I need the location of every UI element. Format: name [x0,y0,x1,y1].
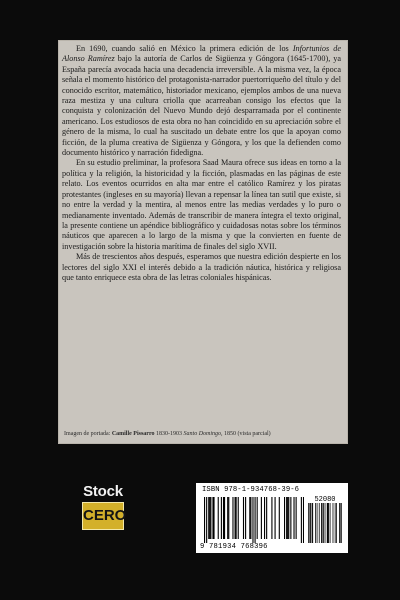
barcode-bar [257,497,258,539]
caption-work: Santo Domingo [183,431,222,437]
caption-suffix: , 1850 (vista parcial) [221,431,271,437]
barcode-bar [264,497,265,539]
addon-digits: 52080 [314,496,336,504]
barcode-bar [290,497,291,539]
paragraph-1 [62,44,341,158]
isbn-label: ISBN 978-1-934768-39-6 [202,486,300,494]
barcode-bar [271,497,272,539]
barcode-bar [303,497,304,543]
barcode-bar [243,497,244,539]
barcode-bar [252,497,253,543]
addon-bar [322,503,323,543]
addon-bar [317,503,318,543]
barcode-bar [279,497,280,539]
barcode-bar [213,497,214,539]
barcode-bar [235,497,236,539]
barcode-bar [209,497,210,539]
barcode-bar [228,497,229,539]
barcode-bar [223,497,224,539]
caption-years: 1830-1903 [154,431,184,437]
barcode-bar [250,497,251,539]
barcode-bar [245,497,246,539]
barcode-bar [206,497,207,543]
addon-bar [312,503,313,543]
logo-stock-text: Stock [83,483,123,500]
barcode-bar [224,497,225,539]
paragraph-1-intro: En 1690, cuando salió en México la primera edición de los [76,44,293,53]
barcode-bar [293,497,294,539]
ean-digits: 9 781934 768396 [200,543,268,551]
barcode-bar [275,497,276,539]
logo-cero-box [82,502,127,530]
addon-bar [328,503,329,543]
barcode-bar [232,497,233,539]
caption-artist: Camille Pissarro [111,431,155,437]
addon-bar [330,503,331,543]
addon-bar [327,503,328,543]
addon-bar [319,503,320,543]
logo-cero-text: CERO [83,507,127,524]
addon-bar [339,503,340,543]
barcode-bar [218,497,219,539]
addon-bar [309,503,310,543]
paragraph-3: Más de trescientos años después, esperamos que nuestra edición despierte en los lectores del siglo XXI el interés debido a la tradición náutica, histórica y religiosa que tanto enriquece esta obra de las letras coloniales hispánicas. [62,252,341,282]
barcode-bar [261,497,262,539]
barcode-bar [236,497,237,539]
addon-bar [341,503,342,543]
barcode-bar [227,497,228,539]
addon-bar [315,503,316,543]
addon-bar [328,503,329,543]
back-cover-text [62,44,341,283]
addon-bar [321,503,322,543]
stockcero-logo [80,484,126,532]
ean13-bars [204,497,304,543]
barcode-bar [286,497,287,539]
caption-prefix: Imagen de portada: [64,431,112,437]
barcode-bar [287,497,288,539]
paragraph-1-body: bajo la autoría de Carlos de Sigüenza y Góngora (1645-1700), ya España parecía avocada hacia una decadencia irreversible. A la misma vez, la época señala el momento histórico del protagonista-narrador puertorriqueño del título y del conocido escritor, matemático, historiador mexicano, ejemplos ambos de una nueva raza mestiza y una cultura criolla que acarreaban consigo los efectos que la conquista y colonización del Nuevo Mundo dejó desparramada por el continente americano. Los estudiosos de esta obra no han coincidido en su apreciación sobre el género de la misma, lo cual ha suscitado un debate entre los que la apoyan como ficción, de la pluma creativa de Sigüenza y Góngora, y los que la defienden como documento histórico y narración fidedigna. [62,54,341,158]
barcode-bar [288,497,289,539]
barcode-bar [212,497,213,539]
barcode-bar [301,497,302,543]
addon-bar [323,503,324,543]
barcode-bar [238,497,239,539]
paragraph-2: En su estudio preliminar, la profesora Saad Maura ofrece sus ideas en torno a la política y la religión, la historicidad y la ficción, plasmadas en las páginas de este relato. Los eventos ocurridos en alta mar entre el católico Ramírez y los piratas protestantes (ingleses en su mayoría) llevan a repensar la línea tan sutil que existe, si no entre la verdad y la mentira, al menos entre las medias verdades y lo puro o medianamente inventado. Además de transcribir de manera íntegra el texto original, la presente contiene un apéndice bibliográfico y cuidadosas notas sobre los términos náuticos que aparecen a lo largo de la misma y que la convierten en fuente de investigación sobre la historia marítima de finales del siglo XVII. [62,158,341,251]
barcode-bar [208,497,209,539]
barcode-bar [255,497,256,543]
addon-bar [310,503,311,543]
addon-bar [308,503,309,543]
book-title: Infortunios de Alonso Ramírez [62,44,341,64]
barcode-bar [249,497,250,539]
addon-bars [308,503,342,543]
barcode-bar [284,497,285,539]
addon-bar [312,503,313,543]
isbn-barcode [196,483,348,553]
barcode-bar [296,497,297,539]
addon-bar [340,503,341,543]
addon-bar [333,503,334,543]
barcode-bar [266,497,267,539]
barcode-bar [204,497,205,543]
cover-image-caption [64,430,343,438]
addon-bar [335,503,336,543]
barcode-bar [210,497,211,539]
addon-bar [336,503,337,543]
addon-bar [325,503,326,543]
barcode-bar [221,497,222,539]
